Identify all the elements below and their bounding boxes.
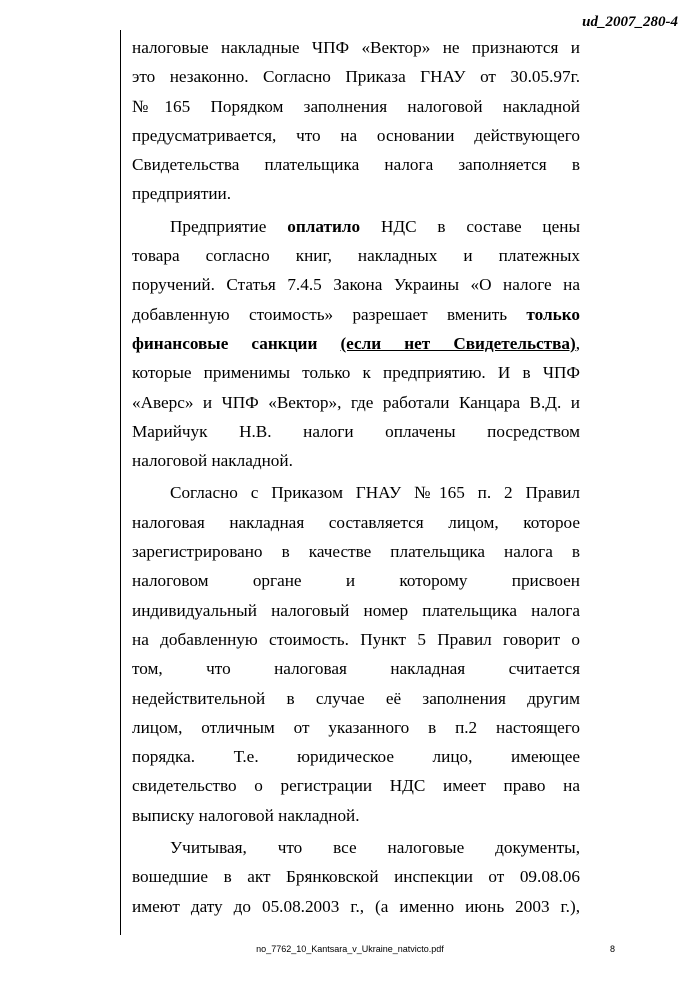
document-id: ud_2007_280-4: [582, 14, 678, 30]
bold-text: только: [526, 304, 580, 324]
text-line: поручений. Статья 7.4.5 Закона Украины «О налоге на: [132, 275, 580, 295]
text-line: свидетельство о регистрации НДС имеет право на: [132, 776, 580, 796]
text-line: это незаконно. Согласно Приказа ГНАУ от 30.05.97г.: [132, 67, 580, 87]
paragraph: [132, 33, 580, 209]
text-line: которые применимы только к предприятию. И в ЧПФ: [132, 363, 580, 383]
paragraph: [132, 833, 580, 921]
text-line: товара согласно книг, накладных и платежных: [132, 246, 580, 266]
text-line: предусматривается, что на основании действующего: [132, 125, 580, 145]
text-line: лицом, отличным от указанного в п.2 настоящего: [132, 717, 580, 737]
text-line: недействительной в случае её заполнения другим: [132, 688, 580, 708]
text-line: Марийчук Н.В. налоги оплачены посредством: [132, 421, 580, 441]
text-line: налоговые накладные ЧПФ «Вектор» не признаются и: [132, 38, 580, 57]
text-line: налоговой накладной.: [132, 451, 293, 471]
text-line: налоговая накладная составляется лицом, которое: [132, 512, 580, 532]
text-line: Учитывая, что все налоговые документы,: [170, 838, 580, 858]
bold-underlined-text: (если нет Свидетельства): [340, 333, 576, 353]
bold-text: финансовые санкции: [132, 333, 318, 353]
text-line: имеют дату до 05.08.2003 г., (а именно июнь 2003 г.),: [132, 896, 580, 916]
text-line: Свидетельства плательщика налога заполняется в: [132, 155, 580, 175]
text-line: «Аверс» и ЧПФ «Вектор», где работали Канцара В.Д. и: [132, 392, 580, 412]
text-line: вошедшие в акт Брянковской инспекции от 09.08.06: [132, 867, 580, 887]
text-line: предприятии.: [132, 184, 232, 204]
text-line: зарегистрировано в качестве плательщика налога в: [132, 542, 580, 562]
text-line: Предприятие оплатило НДС в составе цены: [170, 216, 580, 236]
text-line: индивидуальный налоговый номер плательщика налога: [132, 600, 580, 620]
text-line: Согласно с Приказом ГНАУ №165 п. 2 Правил: [170, 483, 580, 503]
text-line: добавленную стоимость» разрешает вменить только: [132, 304, 580, 324]
bold-text: оплатило: [287, 216, 361, 236]
text-line: налоговом органе и которому присвоен: [132, 571, 580, 591]
document-body: [132, 33, 580, 921]
text-line: том, что налоговая накладная считается: [132, 659, 580, 679]
page-number: 8: [610, 944, 616, 954]
text-line: на добавленную стоимость. Пункт 5 Правил говорит о: [132, 629, 580, 649]
text-line: выписку налоговой накладной.: [132, 805, 360, 825]
text-line: №165 Порядком заполнения налоговой накладной: [132, 96, 580, 116]
margin-rule: [120, 30, 121, 935]
paragraph: [132, 212, 580, 476]
text-line: порядка. Т.е. юридическое лицо, имеющее: [132, 747, 580, 767]
paragraph: [132, 478, 580, 830]
footer-filename: no_7762_10_Kantsara_v_Ukraine_natvicto.pdf: [256, 944, 444, 954]
text-line: финансовые санкции (если нет Свидетельства),: [132, 333, 580, 353]
